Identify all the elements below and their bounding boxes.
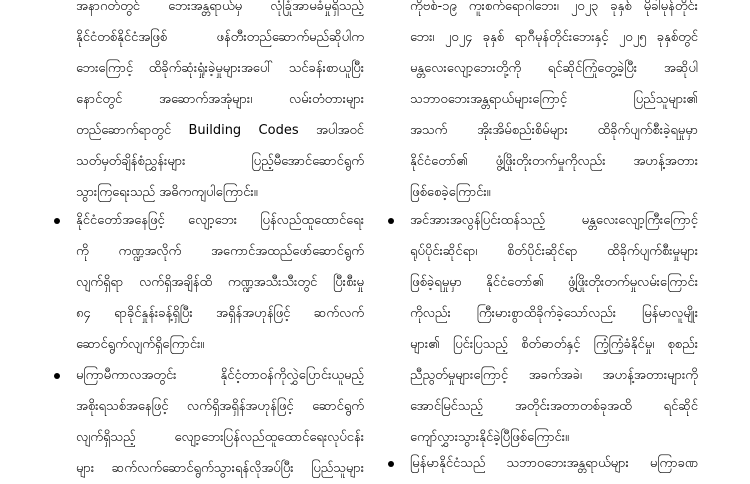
bullet-text xyxy=(410,205,698,453)
text-line: ဖြစ်စေခဲ့ကြောင်း။ xyxy=(410,185,491,200)
text-line: လျက်ရှိသည့် လျော့ဘေးပြန်လည်ထူထောင်ရေးလုပ်ငန်း xyxy=(76,430,364,445)
bullet-dot xyxy=(54,218,60,224)
text-line: နိုင်ငံတော်အနေဖြင့် လျော့ဘေး ပြန်လည်ထူထောင်ရေး xyxy=(76,213,364,228)
text-line: မြန်မာနိုင်ငံသည် သဘာဝဘေးအန္တရာယ်များ မကြာခဏ xyxy=(410,456,698,471)
text-line: လျက်ရှိရာ လက်ရှိအချိန်ထိ ကဏ္ဍအသီးသီးတွင် ပြီးစီးမှု xyxy=(76,275,364,290)
text-line: ကို ကဏ္ဍအလိုက် အကောင်အထည်ဖော်ဆောင်ရွက် xyxy=(76,244,364,259)
bullet-text xyxy=(76,205,364,360)
text-line: မကြာမီကာလအတွင်း နိုင်ငံ့တာဝန်ကိုလွှဲပြောင်းယူမည့် xyxy=(76,368,364,383)
bullet-text xyxy=(410,448,698,479)
text-line: မန္တလေးလျော့ဘေးတို့ကို ရင်ဆိုင်ကြုံတွေ့ခဲ့ပြီး အဆိုပါ xyxy=(410,61,698,76)
continued-paragraph xyxy=(76,0,364,208)
text-line: နောင်တွင် အဆောက်အအုံများ၊ လမ်းတံတားများ xyxy=(76,92,364,107)
text-line: နိုင်ငံတော်၏ ဖွံ့ဖြိုးတိုးတက်မှုကိုလည်း အဟန့်အတား xyxy=(410,154,698,169)
text-line: ညီညွတ်မှုများကြောင့် အခက်အခဲ၊ အဟန့်အတားများကို xyxy=(410,368,698,383)
continued-paragraph xyxy=(410,0,698,208)
text-line: အင်အားအလွန်ပြင်းထန်သည့် မန္တလေးလျော့ကြီးကြောင့် xyxy=(410,213,698,228)
bullet-dot xyxy=(388,461,394,467)
text-line: ဘေး၊ ၂၀၂၄ ခုနှစ် ရာဂီမုန်တိုင်းဘေးနှင့် ၂၀၂၅ ခုနှစ်တွင် xyxy=(410,30,698,45)
text-line: သွားကြရေးသည် အဓိကကျပါကြောင်း။ xyxy=(76,185,258,200)
text-line: နိုင်ငံတစ်နိုင်ငံအဖြစ် ဖန်တီးတည်ဆောက်မည်ဆိုပါက xyxy=(76,30,364,45)
text-line: ရုပ်ပိုင်းဆိုင်ရာ၊ စိတ်ပိုင်းဆိုင်ရာ ထိခိုက်ပျက်စီးမှုများ xyxy=(410,244,698,259)
text-line: ကျော်လွှားသွားနိုင်ခဲ့ပြီဖြစ်ကြောင်း။ xyxy=(410,430,569,445)
text-line: သတ်မှတ်ချိန်စံညွှန်းများ ပြည့်မီအောင်ဆောင်ရွက် xyxy=(76,154,364,169)
text-line: ၈၄ ရာခိုင်နှုန်းခန့်ရှိပြီး အရှိန်အဟုန်ဖြင့် ဆက်လက် xyxy=(76,306,364,321)
text-line: အနာဂတ်တွင် ဘေးအန္တရာယ်မှ လုံခြုံအာမခံမှုရှိသည့် xyxy=(76,0,364,14)
bullet-dot xyxy=(54,373,60,379)
text-line: များ၏ ပြင်းပြသည့် စိတ်ဓာတ်နှင့် ကြံ့ကြံ့ခံနိုင်မှု၊ စုစည်း xyxy=(410,337,698,352)
text-line: အသက် အိုးအိမ်စည်းစိမ်များ ထိခိုက်ပျက်စီးခဲ့ရမှုမှာ xyxy=(410,123,698,138)
bullet-dot xyxy=(388,218,394,224)
text-line: ဆောင်ရွက်လျက်ရှိကြောင်း။ xyxy=(76,337,205,352)
text-line: များ ဆက်လက်ဆောင်ရွက်သွားရန်လိုအပ်ပြီး ပြည်သူများ xyxy=(76,461,364,476)
text-line: တည်ဆောက်ရာတွင် Building Codes အပါအဝင် xyxy=(76,123,364,138)
text-line: ဖြစ်ခဲ့ရမှုမှာ နိုင်ငံတော်၏ ဖွံ့ဖြိုးတိုးတက်မှုလမ်းကြောင်း xyxy=(410,275,698,290)
text-line: ဘေးကြောင့် ထိခိုက်ဆုံးရှုံးခဲ့မှုများအပေါ် သင်ခန်းစာယူပြီး xyxy=(76,61,364,76)
text-line: ကိုဗစ်-၁၉ ကူးစက်ရောဂါဘေး၊ ၂၀၂၃ ခုနှစ် မိုခါမုန်တိုင်း xyxy=(410,0,698,14)
text-line: ကိုလည်း ကြီးမားစွာထိခိုက်ခဲ့သော်လည်း မြန်မာလူမျိုး xyxy=(410,306,698,321)
text-line: အောင်မြင်သည့် အတိုင်းအတာတစ်ခုအထိ ရင်ဆိုင် xyxy=(410,399,698,414)
bullet-text xyxy=(76,360,364,484)
text-line: သဘာဝဘေးအန္တရာယ်များကြောင့် ပြည်သူများ၏ xyxy=(410,92,698,107)
text-line: အစိုးရသစ်အနေဖြင့် လက်ရှိအရှိန်အဟုန်ဖြင့် ဆောင်ရွက် xyxy=(76,399,364,414)
